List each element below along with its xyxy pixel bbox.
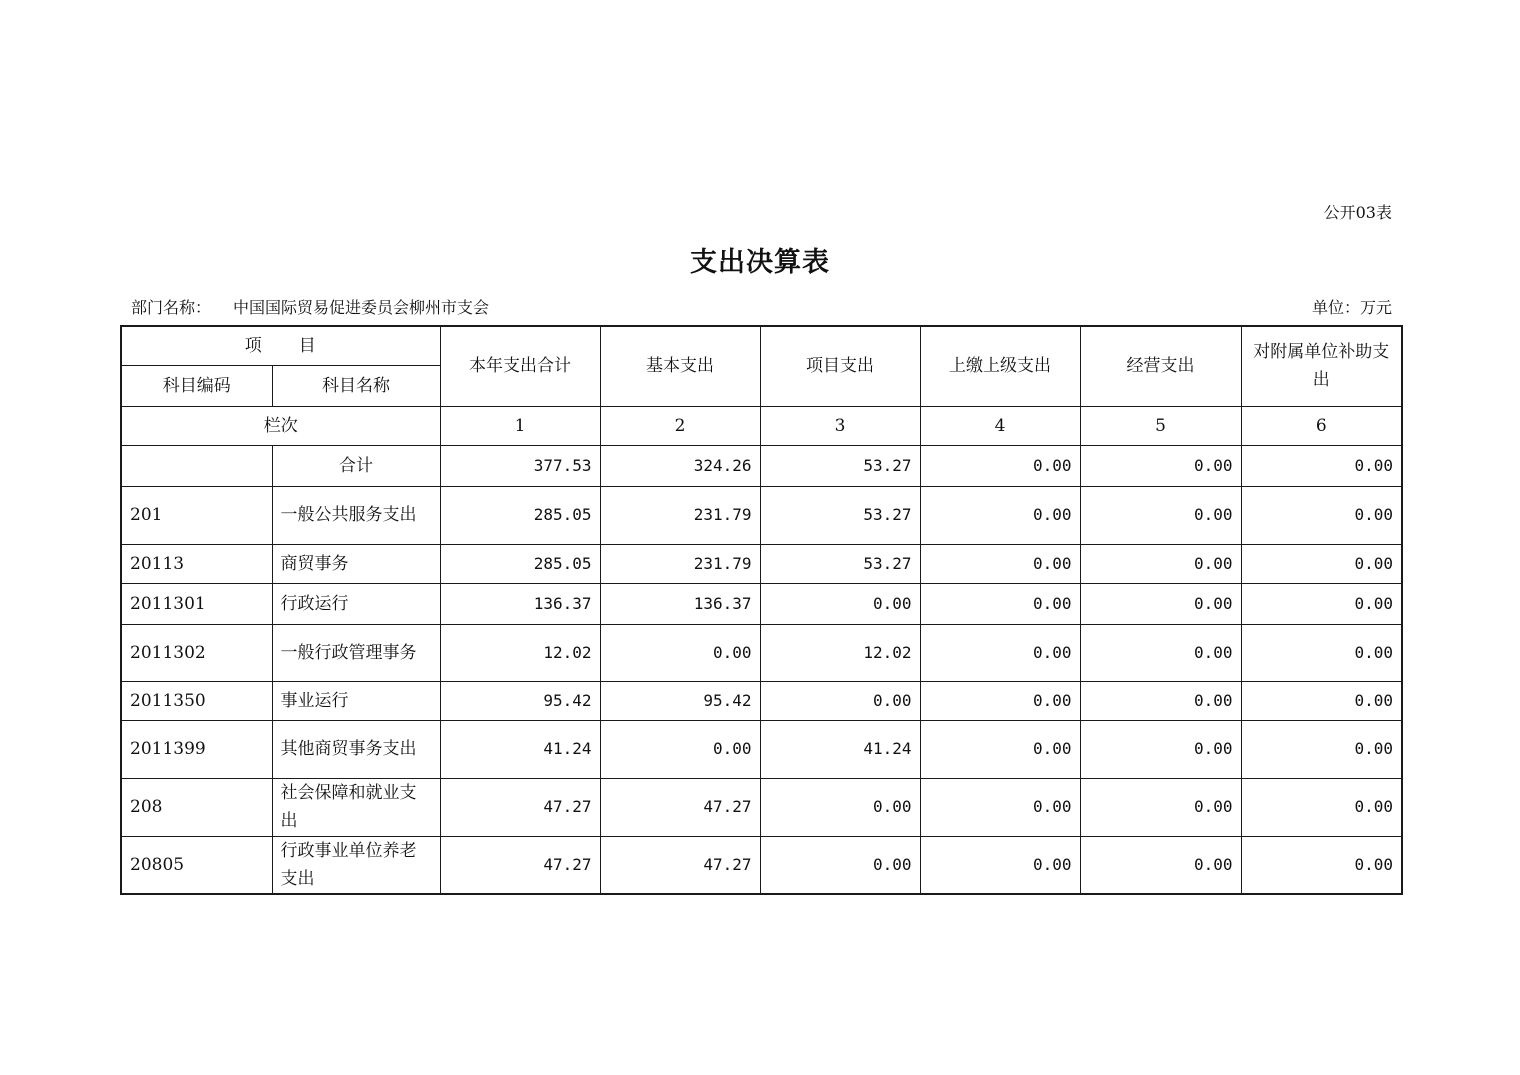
table-row bbox=[121, 836, 1402, 894]
column-index-1: 1 bbox=[440, 406, 600, 445]
row-code: 20805 bbox=[121, 836, 272, 894]
row-business: 0.00 bbox=[1080, 486, 1241, 544]
header-business: 经营支出 bbox=[1080, 326, 1241, 406]
table-row bbox=[121, 681, 1402, 720]
header-row-1 bbox=[121, 326, 1402, 365]
row-subsidy: 0.00 bbox=[1241, 445, 1402, 486]
row-upper: 0.00 bbox=[920, 720, 1080, 778]
row-upper: 0.00 bbox=[920, 778, 1080, 836]
row-code: 2011350 bbox=[121, 681, 272, 720]
row-project: 0.00 bbox=[760, 681, 920, 720]
form-code: 公开03表 bbox=[1323, 203, 1392, 222]
row-name: 合计 bbox=[272, 445, 440, 486]
row-subsidy: 0.00 bbox=[1241, 681, 1402, 720]
row-code: 2011302 bbox=[121, 624, 272, 681]
row-code: 201 bbox=[121, 486, 272, 544]
row-total: 41.24 bbox=[440, 720, 600, 778]
row-project: 0.00 bbox=[760, 836, 920, 894]
row-basic: 231.79 bbox=[600, 486, 760, 544]
row-basic: 324.26 bbox=[600, 445, 760, 486]
row-total: 47.27 bbox=[440, 778, 600, 836]
row-code: 2011399 bbox=[121, 720, 272, 778]
header-name: 科目名称 bbox=[272, 365, 440, 406]
row-upper: 0.00 bbox=[920, 583, 1080, 624]
row-subsidy: 0.00 bbox=[1241, 486, 1402, 544]
row-project: 53.27 bbox=[760, 544, 920, 583]
header-code: 科目编码 bbox=[121, 365, 272, 406]
header-total: 本年支出合计 bbox=[440, 326, 600, 406]
header-basic: 基本支出 bbox=[600, 326, 760, 406]
table-row bbox=[121, 778, 1402, 836]
row-basic: 47.27 bbox=[600, 836, 760, 894]
row-total: 377.53 bbox=[440, 445, 600, 486]
column-index-2: 2 bbox=[600, 406, 760, 445]
department-name: 中国国际贸易促进委员会柳州市支会 bbox=[233, 298, 490, 317]
row-subsidy: 0.00 bbox=[1241, 544, 1402, 583]
row-basic: 231.79 bbox=[600, 544, 760, 583]
unit-label: 单位：万元 bbox=[1311, 298, 1392, 317]
row-name: 社会保障和就业支出 bbox=[272, 778, 440, 836]
row-upper: 0.00 bbox=[920, 836, 1080, 894]
row-name: 其他商贸事务支出 bbox=[272, 720, 440, 778]
table-row bbox=[121, 544, 1402, 583]
row-code: 208 bbox=[121, 778, 272, 836]
row-business: 0.00 bbox=[1080, 778, 1241, 836]
row-basic: 0.00 bbox=[600, 624, 760, 681]
row-project: 53.27 bbox=[760, 486, 920, 544]
row-total: 285.05 bbox=[440, 544, 600, 583]
row-name: 事业运行 bbox=[272, 681, 440, 720]
row-project: 53.27 bbox=[760, 445, 920, 486]
row-total: 12.02 bbox=[440, 624, 600, 681]
row-business: 0.00 bbox=[1080, 583, 1241, 624]
row-name: 一般公共服务支出 bbox=[272, 486, 440, 544]
page-title: 支出决算表 bbox=[690, 247, 830, 278]
department-label: 部门名称： bbox=[131, 298, 212, 317]
row-project: 0.00 bbox=[760, 778, 920, 836]
row-upper: 0.00 bbox=[920, 486, 1080, 544]
table-row bbox=[121, 445, 1402, 486]
row-basic: 0.00 bbox=[600, 720, 760, 778]
column-index-5: 5 bbox=[1080, 406, 1241, 445]
row-upper: 0.00 bbox=[920, 445, 1080, 486]
row-basic: 136.37 bbox=[600, 583, 760, 624]
department-line bbox=[131, 295, 489, 318]
row-business: 0.00 bbox=[1080, 681, 1241, 720]
row-upper: 0.00 bbox=[920, 624, 1080, 681]
column-index-4: 4 bbox=[920, 406, 1080, 445]
row-subsidy: 0.00 bbox=[1241, 583, 1402, 624]
row-subsidy: 0.00 bbox=[1241, 720, 1402, 778]
row-upper: 0.00 bbox=[920, 681, 1080, 720]
row-business: 0.00 bbox=[1080, 720, 1241, 778]
row-business: 0.00 bbox=[1080, 836, 1241, 894]
column-index-label: 栏次 bbox=[121, 406, 440, 445]
row-subsidy: 0.00 bbox=[1241, 836, 1402, 894]
row-project: 12.02 bbox=[760, 624, 920, 681]
row-name: 商贸事务 bbox=[272, 544, 440, 583]
table-row bbox=[121, 720, 1402, 778]
row-subsidy: 0.00 bbox=[1241, 624, 1402, 681]
row-business: 0.00 bbox=[1080, 624, 1241, 681]
table-row bbox=[121, 583, 1402, 624]
row-total: 47.27 bbox=[440, 836, 600, 894]
row-code: 2011301 bbox=[121, 583, 272, 624]
row-subsidy: 0.00 bbox=[1241, 778, 1402, 836]
row-business: 0.00 bbox=[1080, 445, 1241, 486]
row-code bbox=[121, 445, 272, 486]
column-index-6: 6 bbox=[1241, 406, 1402, 445]
row-total: 285.05 bbox=[440, 486, 600, 544]
row-upper: 0.00 bbox=[920, 544, 1080, 583]
header-item: 项 目 bbox=[121, 326, 440, 365]
row-name: 一般行政管理事务 bbox=[272, 624, 440, 681]
header-upper: 上缴上级支出 bbox=[920, 326, 1080, 406]
column-index-3: 3 bbox=[760, 406, 920, 445]
row-basic: 47.27 bbox=[600, 778, 760, 836]
row-name: 行政运行 bbox=[272, 583, 440, 624]
row-name: 行政事业单位养老支出 bbox=[272, 836, 440, 894]
table-row bbox=[121, 486, 1402, 544]
row-business: 0.00 bbox=[1080, 544, 1241, 583]
row-project: 41.24 bbox=[760, 720, 920, 778]
row-code: 20113 bbox=[121, 544, 272, 583]
row-basic: 95.42 bbox=[600, 681, 760, 720]
header-project: 项目支出 bbox=[760, 326, 920, 406]
table-row bbox=[121, 624, 1402, 681]
header-subsidy: 对附属单位补助支出 bbox=[1241, 326, 1402, 406]
column-index-row bbox=[121, 406, 1402, 445]
row-total: 136.37 bbox=[440, 583, 600, 624]
row-project: 0.00 bbox=[760, 583, 920, 624]
row-total: 95.42 bbox=[440, 681, 600, 720]
expenditure-table bbox=[120, 325, 1403, 895]
